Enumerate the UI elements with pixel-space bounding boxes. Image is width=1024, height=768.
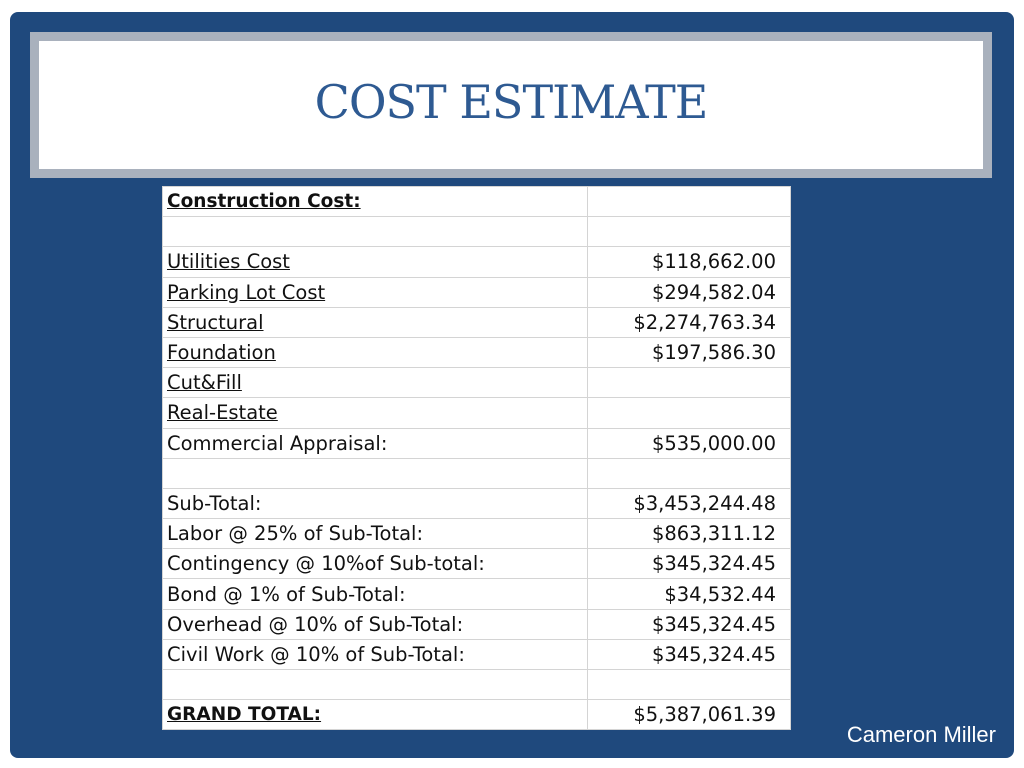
table-row: [163, 488, 791, 518]
table-row: [163, 307, 791, 337]
table-row: [163, 579, 791, 609]
row-label: Real-Estate: [163, 398, 588, 428]
table-row: [163, 428, 791, 458]
row-value: [588, 398, 791, 428]
table-row: [163, 398, 791, 428]
row-value: $2,274,763.34: [588, 307, 791, 337]
author-name: Cameron Miller: [846, 722, 996, 747]
table-row: [163, 609, 791, 639]
row-label: Construction Cost:: [163, 187, 588, 217]
row-value: $345,324.45: [588, 609, 791, 639]
title-box: [39, 41, 983, 169]
slide-title: COST ESTIMATE: [314, 75, 708, 129]
row-value: $345,324.45: [588, 639, 791, 669]
row-value: $294,582.04: [588, 277, 791, 307]
row-label: [163, 458, 588, 488]
slide: [10, 12, 1014, 758]
row-value: [588, 187, 791, 217]
grand-total-value: $5,387,061.39: [588, 700, 791, 730]
row-value: [588, 368, 791, 398]
table-row: [163, 277, 791, 307]
row-value: $197,586.30: [588, 337, 791, 367]
row-label: Utilities Cost: [163, 247, 588, 277]
row-label: Structural: [163, 307, 588, 337]
row-value: [588, 217, 791, 247]
table-row: [163, 337, 791, 367]
table-row: [163, 458, 791, 488]
row-value: $345,324.45: [588, 549, 791, 579]
table-row: [163, 187, 791, 217]
table-row: [163, 368, 791, 398]
row-label: Foundation: [163, 337, 588, 367]
table-row: [163, 670, 791, 700]
table-row: [163, 247, 791, 277]
row-value: $3,453,244.48: [588, 488, 791, 518]
row-value: $34,532.44: [588, 579, 791, 609]
table-row: [163, 519, 791, 549]
title-frame: [30, 32, 992, 178]
row-label: Bond @ 1% of Sub-Total:: [163, 579, 588, 609]
row-label: Overhead @ 10% of Sub-Total:: [163, 609, 588, 639]
row-label: Commercial Appraisal:: [163, 428, 588, 458]
table-row: [163, 700, 791, 730]
row-value: [588, 670, 791, 700]
table-row: [163, 639, 791, 669]
row-label: [163, 670, 588, 700]
table-row: [163, 549, 791, 579]
row-label: Parking Lot Cost: [163, 277, 588, 307]
row-label: Labor @ 25% of Sub-Total:: [163, 519, 588, 549]
grand-total-label: GRAND TOTAL:: [163, 700, 588, 730]
row-label: Contingency @ 10%of Sub-total:: [163, 549, 588, 579]
row-label: Cut&Fill: [163, 368, 588, 398]
row-value: $535,000.00: [588, 428, 791, 458]
row-label: [163, 217, 588, 247]
table-row: [163, 217, 791, 247]
row-value: $118,662.00: [588, 247, 791, 277]
row-label: Civil Work @ 10% of Sub-Total:: [163, 639, 588, 669]
cost-estimate-table: [162, 186, 791, 730]
row-value: $863,311.12: [588, 519, 791, 549]
row-value: [588, 458, 791, 488]
row-label: Sub-Total:: [163, 488, 588, 518]
